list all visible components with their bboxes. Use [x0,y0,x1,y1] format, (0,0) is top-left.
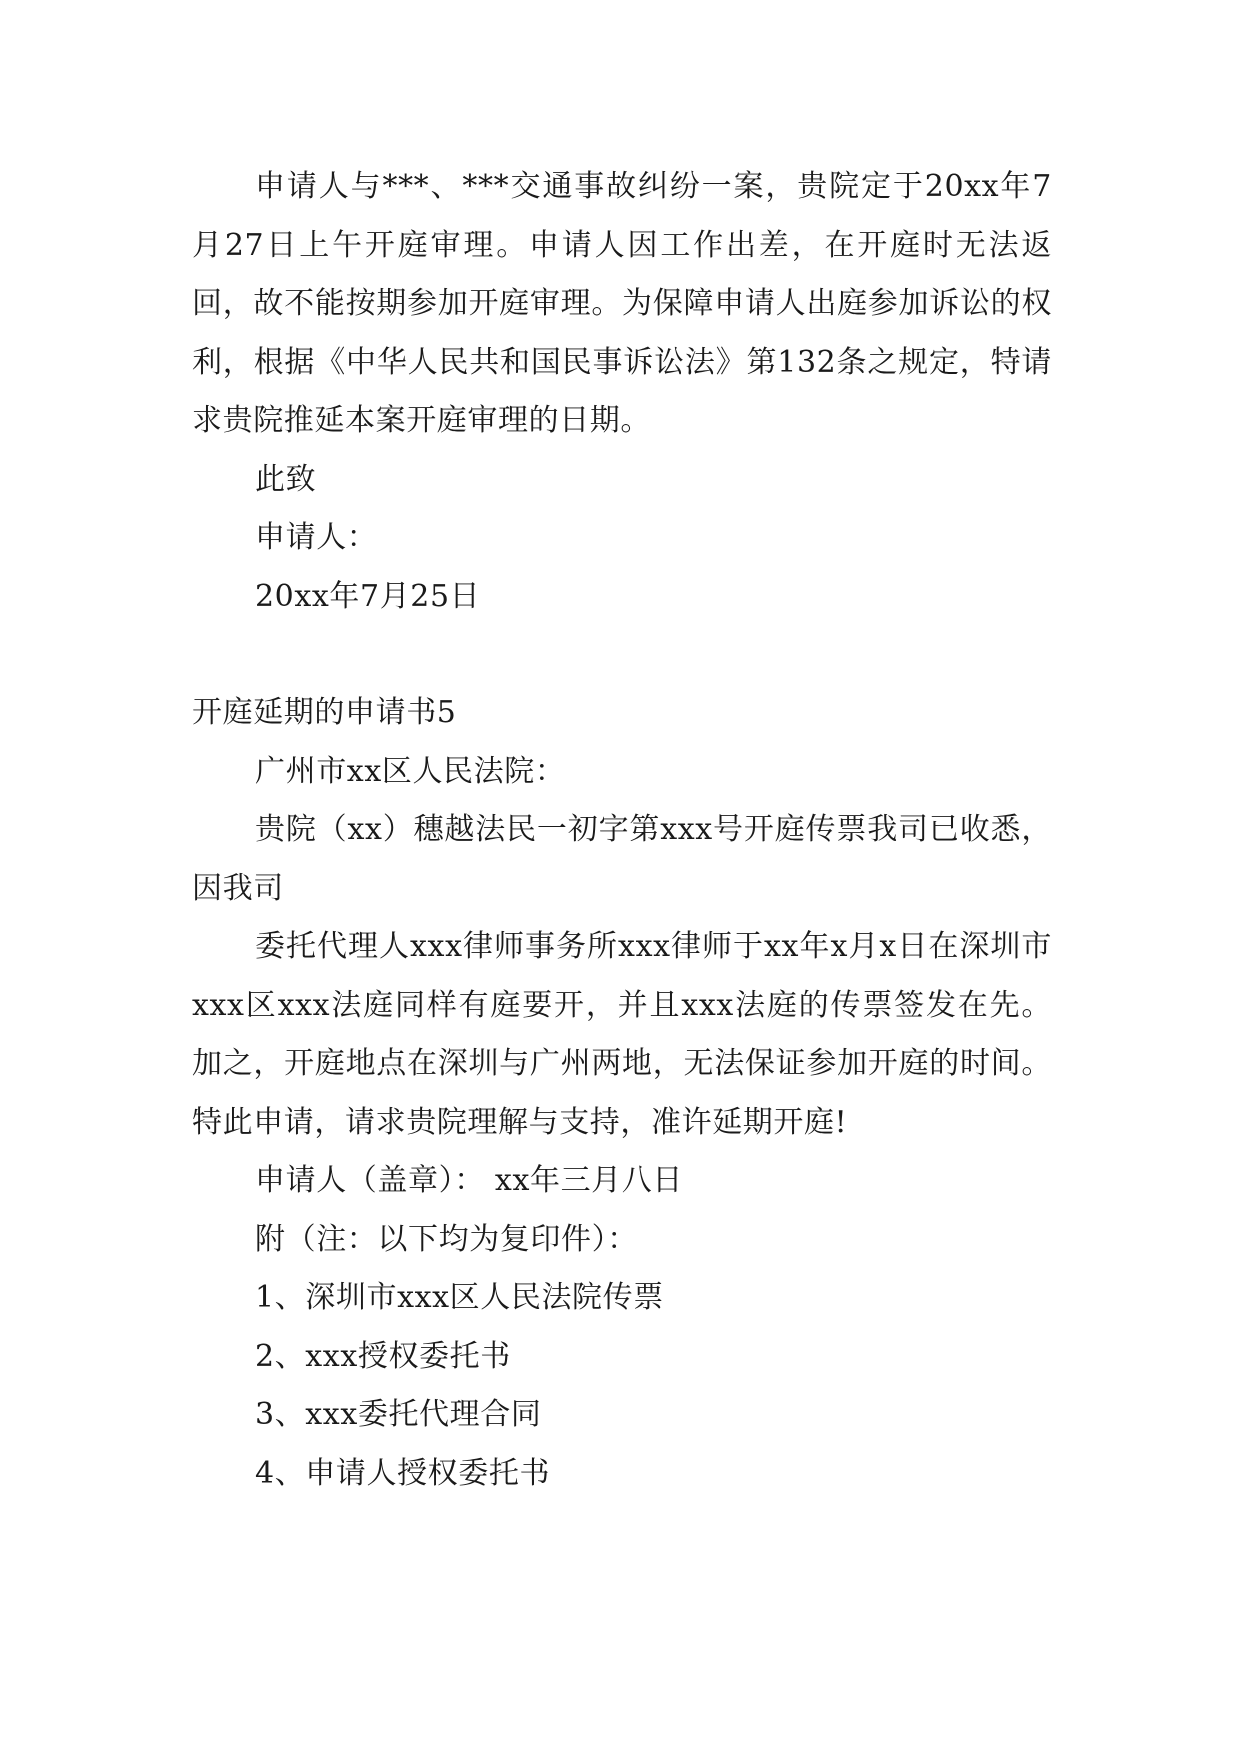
attachment-item: 4、申请人授权委托书 [255,1455,551,1491]
section-title: 开庭延期的申请书5 [192,695,457,730]
salutation: 此致 [255,461,317,497]
attachment-item: 1、深圳市xxx区人民法院传票 [255,1280,664,1315]
document-body [192,158,1052,1503]
signature-line: 申请人（盖章）： xx年三月八日 [255,1163,683,1198]
attachment-item: 2、xxx授权委托书 [255,1338,511,1374]
date-line: 20xx年7月25日 [255,578,481,614]
paragraph-conflict-reason: 委托代理人xxx律师事务所xxx律师于xx年x月x日在深圳市xxx区xxx法庭同样有庭要开，并且xxx法庭的传票签发在先。加之，开庭地点在深圳与广州两地，无法保证参加开庭的时间。 特此申请，请求贵院理解与支持，准许延期开庭! [192,929,1052,1140]
applicant-label: 申请人： [255,520,378,555]
attachments-heading: 附（注：以下均为复印件）： [255,1221,638,1257]
attachment-item: 3、xxx委托代理合同 [255,1397,542,1432]
paragraph-summons-received: 贵院（xx）穗越法民一初字第xxx号开庭传票我司已收悉，因我司 [192,812,1052,906]
paragraph-postponement-request: 申请人与***、***交通事故纠纷一案，贵院定于20xx年7月27日上午开庭审理。申请人因工作出差，在开庭时无法返回，故不能按期参加开庭审理。为保障申请人出庭参加诉讼的权利，根据《中华人民共和国民事诉讼法》第132条之规定，特请求贵院推延本案开庭审理的日期。 [192,169,1052,438]
court-addressee: 广州市xx区人民法院： [255,753,566,789]
